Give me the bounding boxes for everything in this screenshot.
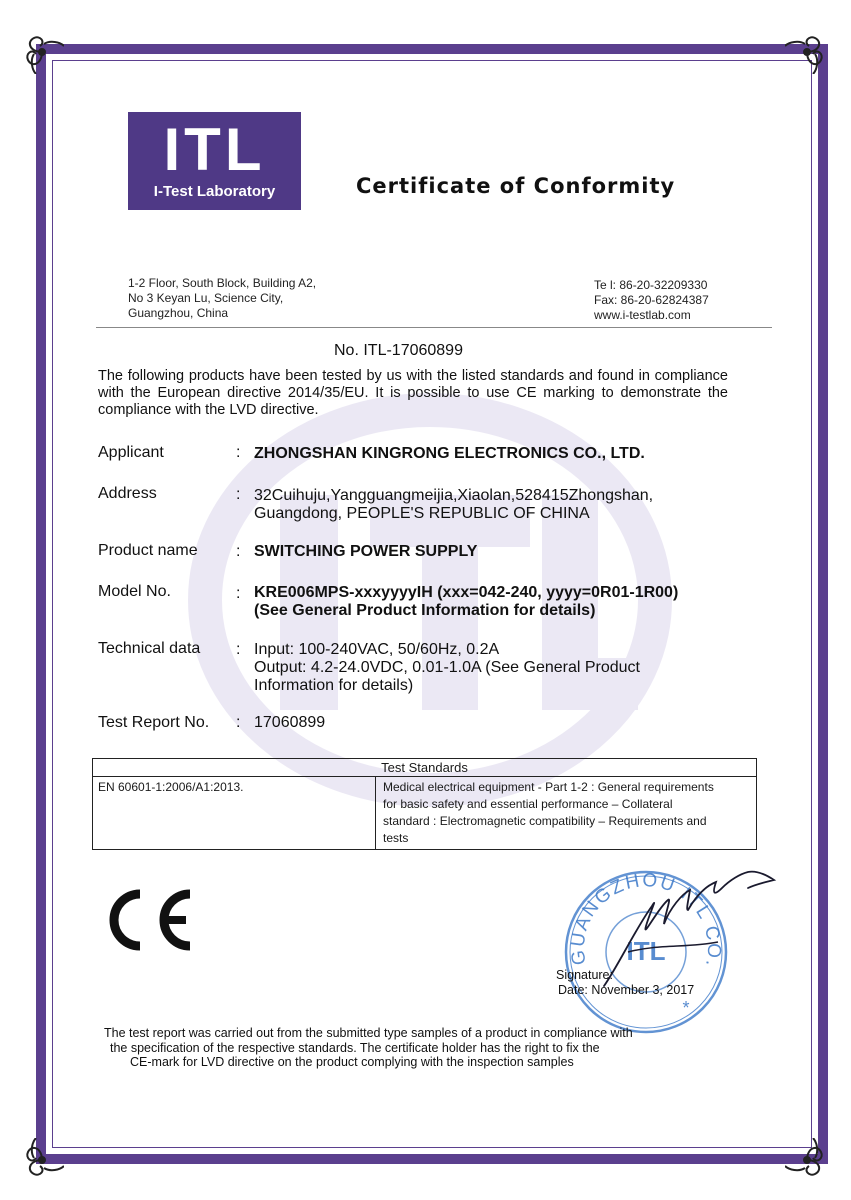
corner-ornament-icon (20, 30, 64, 74)
model-no-line: (See General Product Information for details) (254, 602, 596, 619)
technical-data-line: Input: 100-240VAC, 50/60Hz, 0.2A (254, 641, 500, 658)
issuer-phone: Te l: 86-20-32209330 (594, 278, 708, 292)
technical-data-line: Information for details) (254, 677, 414, 694)
issuer-address-line: 1-2 Floor, South Block, Building A2, (128, 276, 317, 290)
footer-line: CE-mark for LVD directive on the product complying with the inspection samples (130, 1055, 574, 1069)
address-line: 32Cuihuju,Yangguangmeijia,Xiaolan,528415Zhongshan, (254, 487, 654, 504)
standard-description-cell (376, 777, 756, 849)
ce-mark-icon (100, 888, 194, 952)
product-name-label: Product name (98, 542, 198, 559)
issuer-website: www.i-testlab.com (594, 308, 691, 322)
logo-sub-text: I-Test Laboratory (153, 183, 276, 200)
technical-data-label: Technical data (98, 640, 201, 657)
address-value (254, 487, 653, 523)
description-line: standard : Electromagnetic compatibility – Requirements and (383, 814, 707, 828)
technical-data-line: Output: 4.2-24.0VDC, 0.01-1.0A (See General Product (254, 659, 640, 676)
test-report-value: 17060899 (254, 714, 326, 731)
header-divider (96, 327, 772, 328)
model-no-line: KRE006MPS-xxxyyyyIH (xxx=042-240, yyyy=0R01-1R00) (254, 584, 679, 601)
corner-ornament-icon (785, 30, 829, 74)
issuer-address (128, 276, 316, 321)
description-line: for basic safety and essential performance – Collateral (383, 797, 673, 811)
address-line: Guangdong, PEOPLE'S REPUBLIC OF CHINA (254, 505, 590, 522)
certificate-number: No. ITL-17060899 (334, 342, 463, 359)
model-no-label: Model No. (98, 583, 171, 600)
field-colon: : (236, 543, 241, 560)
test-report-label: Test Report No. (98, 714, 210, 731)
field-colon: : (236, 714, 241, 731)
handwritten-signature (598, 866, 788, 996)
footer-note (104, 1026, 684, 1070)
stamp-star: * (682, 998, 690, 1018)
applicant-label: Applicant (98, 444, 164, 461)
table-header: Test Standards (93, 759, 756, 777)
field-colon: : (236, 444, 241, 461)
model-no-value (254, 584, 678, 620)
intro-paragraph: The following products have been tested by us with the listed standards and found in compliance with the European directive 2014/35/EU. It is possible to use CE marking to demonstrate the compliance with the LVD directive. (98, 368, 728, 418)
footer-line: The test report was carried out from the submitted type samples of a product in compliance with (104, 1026, 633, 1040)
field-colon: : (236, 486, 241, 503)
corner-ornament-icon (20, 1138, 64, 1182)
footer-line: the specification of the respective standards. The certificate holder has the right to fix the (110, 1040, 600, 1055)
description-line: Medical electrical equipment - Part 1-2 : General requirements (383, 780, 714, 794)
address-label: Address (98, 485, 157, 502)
corner-ornament-icon (785, 1138, 829, 1182)
signature-label: Signature: (556, 968, 613, 982)
issuer-address-line: No 3 Keyan Lu, Science City, (128, 291, 284, 305)
field-colon: : (236, 585, 241, 602)
issuer-address-line: Guangzhou, China (128, 306, 229, 320)
description-line: tests (383, 831, 409, 845)
logo-main-text: ITL (163, 116, 266, 183)
issuer-contact (594, 278, 709, 323)
stamp-center-text: ITL (626, 936, 666, 966)
stamp-ring-text: GUANGZHOU ITL CO. (567, 869, 725, 971)
product-name-value: SWITCHING POWER SUPPLY (254, 543, 478, 560)
issuer-fax: Fax: 86-20-62824387 (594, 293, 709, 307)
page-title: Certificate of Conformity (356, 174, 676, 198)
signature-date: Date: November 3, 2017 (558, 983, 695, 997)
field-colon: : (236, 641, 241, 658)
applicant-value: ZHONGSHAN KINGRONG ELECTRONICS CO., LTD. (254, 445, 645, 462)
test-standards-table (92, 758, 757, 850)
technical-data-value (254, 641, 640, 695)
itl-logo (128, 112, 301, 210)
standard-code-cell: EN 60601-1:2006/A1:2013. (93, 777, 376, 849)
